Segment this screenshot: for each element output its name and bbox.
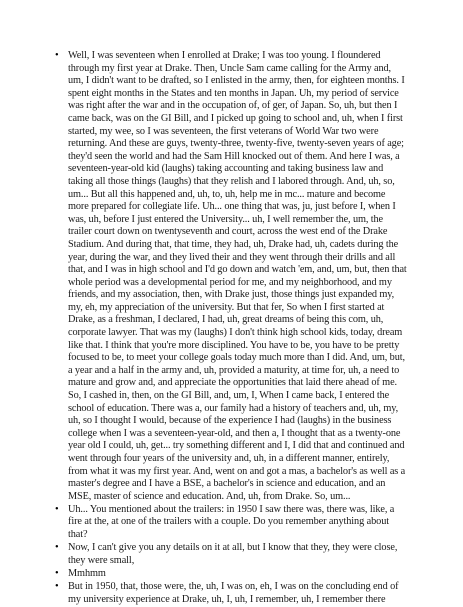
transcript-entry <box>55 542 408 567</box>
bullet-icon: • <box>55 542 59 554</box>
transcript-list <box>55 50 408 607</box>
bullet-icon: • <box>55 580 59 592</box>
bullet-icon: • <box>55 50 59 61</box>
bullet-icon: • <box>55 567 59 579</box>
entry-text: But in 1950, that, those were, the, uh, I was on, eh, I was on the concluding end of my university experience at Drake, uh, I, uh, I remember, uh, I remember there <box>68 580 399 605</box>
bullet-icon: • <box>55 503 59 515</box>
transcript-entry <box>55 580 408 606</box>
transcript-entry <box>55 50 408 503</box>
entry-text: Mmhmm <box>68 567 106 579</box>
entry-text: Uh... You mentioned about the trailers: in 1950 I saw there was, there was, like, a fire at the, at one of the trailers with a couple. Do you remember anything about that? <box>68 503 395 541</box>
transcript-entry <box>55 567 408 581</box>
entry-text: Well, I was seventeen when I enrolled at Drake; I was too young. I floundered through my first year at Drake. Then, Uncle Sam came calling for the Army and, um, I didn't want to be drafted, so I enlisted in the army, then, for eighteen months. I spent eight months in the States and ten months in Japan. Uh, my period of service was right after the war and in the occupation of, of ger, of Japan. So, uh, but then I came back, was on the GI Bill, and I picked up going to school and, uh, when I first started, my wee, so I was seventeen, the first veterans of World War two were returning. And these are guys, twenty-three, twenty-five, twenty-seven years of age; they'd seen the world and had the Sam Hill knocked out of them. And here I was, a seventeen-year-old kid (laughs) taking accounting and taking business law and taking all those things (laughs) that they relish and I labored through. And, uh, so, um... But all this happened and, uh, to, uh, help me in mc... mature and become more prepared for collegiate life. Uh... one thing that was, ju, just before I, when I was, uh, before I just entered the University... uh, I well remember the, um, the trailer court down on twentyseventh and court, across the west end of the Drake Stadium. And during that, that time, they had, uh, Drake had, uh, cadets during the year, during the war, and they lived their and they went through their drills and all that, and I was in high school and I'd go down and watch 'em, and, um, but, then that whole period was a developmental period for me, and my neighborhood, and my friends, and my association, then, with Drake just, those things just expanded my, my, eh, my appreciation of the university. But that fer, So when I first started at Drake, as a freshman, I declared, I had, uh, great dreams of being this com, uh, corporate lawyer. That was my (laughs) I don't think high school kids, today, dream like that. I think that you're more disciplined. You have to be, you have to be pretty focused to be, to meet your college goals today much more than I did. And, um, but, a year and a half in the army and, uh, provided a maturity, at time for, uh, a need to mature and grow and, and appreciate the opportunities that laid there ahead of me. So, I cashed in, then, on the GI Bill, and, um, I, When I came back, I entered the school of education. There was a, our family had a history of teachers and, uh, my, uh, so I thought I would, because of the experience I had (laughs) in the business college when I was a seventeen-year-old, and then a, I thought that as a twenty-one year old I could, uh, get... try something different and I, I did that and continued and went through four years of the university and, uh, in a different manner, entirely, from what it was my first year. And, went on and got a mas, a bachelor's as well as a master's degree and I have a BSE, a bachelor's in science and education, and an MSE, master of science and education. And, uh, from Drake. So, um... <box>68 50 407 502</box>
transcript-entry <box>55 503 408 542</box>
entry-text: Now, I can't give you any details on it at all, but I know that they, they were close, they were small, <box>68 542 398 566</box>
